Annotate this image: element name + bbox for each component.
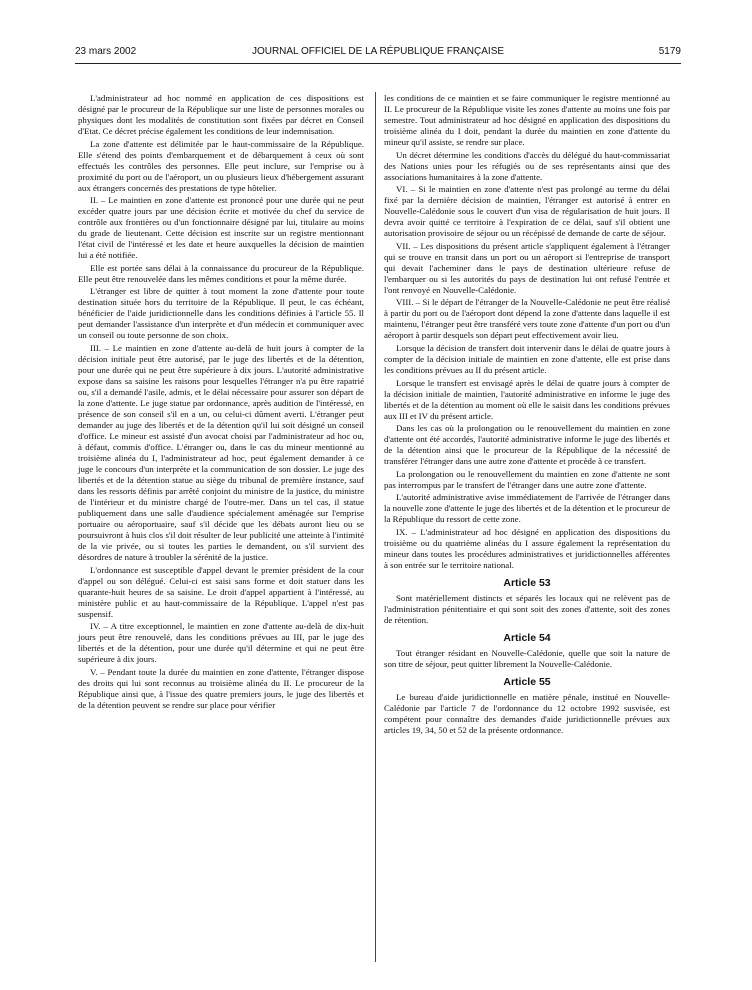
article-54-heading: Article 54 bbox=[503, 631, 551, 644]
article-53-text: Sont matériellement distincts et séparés les locaux qui ne relèvent pas de l'administration pénitentiaire et qui sont soit des zones d'attente, soit des zones de rétention. bbox=[384, 592, 670, 625]
paragraph: La zone d'attente est délimitée par le haut-commissaire de la République. Elle s'étend des points d'embarquement et de débarquement à ceux où sont effectués les contrôles des personnes. Elle peut inclure, sur l'emprise ou à proximité du port ou de l'aéroport, un ou plusieurs lieux d'hébergement assurant aux étrangers concernés des prestations de type hôtelier. bbox=[78, 138, 364, 193]
column-divider bbox=[375, 92, 376, 962]
paragraph: Lorsque le transfert est envisagé après le délai de quatre jours à compter de la décision initiale de maintien, l'autorité administrative en informe le juge des libertés et de la détention au moment où elle le saisit dans les conditions prévues aux III et IV du présent article. bbox=[384, 377, 670, 421]
journal-title: JOURNAL OFFICIEL DE LA RÉPUBLIQUE FRANÇAISE bbox=[251, 46, 505, 57]
paragraph: VIII. – Si le départ de l'étranger de la Nouvelle-Calédonie ne peut être réalisé à partir du port ou de l'aéroport dont dépend la zone d'attente dans laquelle il est maintenu, l'étranger peut être transféré vers toute zone d'attente d'un port ou d'un aéroport à partir desquels son départ peut effectivement avoir lieu. bbox=[384, 297, 670, 341]
article-53-heading: Article 53 bbox=[503, 576, 551, 589]
paragraph: les conditions de ce maintien et se faire communiquer le registre mentionné au II. Le procureur de la République visite les zones d'attente au moins une fois par semestre. Tout administrateur ad hoc désigné en application des dispositions du troisième alinéa du I doit, pendant la durée du maintien en zone d'attente du mineur qu'il assiste, se rendre sur place. bbox=[384, 93, 670, 147]
paragraph: Dans les cas où la prolongation ou le renouvellement du maintien en zone d'attente ont été accordés, l'autorité administrative informe le juge des libertés et de la détention ainsi que le procureur de la République de la nécessité de transférer l'étranger dans une autre zone d'attente et procède à ce transfert. bbox=[384, 423, 670, 467]
paragraph: IX. – L'administrateur ad hoc désigné en application des dispositions du troisième ou du quatrième alinéas du I assure également la représentation du mineur dans toutes les procédures administratives et juridictionnelles afférentes à son entrée sur le territoire national. bbox=[384, 526, 670, 570]
paragraph: III. – Le maintien en zone d'attente au-delà de huit jours à compter de la décision initiale peut être autorisé, par le juge des libertés et de la détention, pour une durée qui ne peut être supérieure à dix jours. L'autorité administrative expose dans sa saisine les raisons pour lesquelles l'étranger n'a pu être rapatrié ou, s'il a demandé l'asile, admis, et le délai nécessaire pour assurer son départ de la zone d'attente. Le juge statue par ordonnance, après audition de l'intéressé, en présence de son conseil s'il en a un, ou celui-ci dûment averti. L'étranger peut demander au juge des libertés et de la détention qu'il lui soit désigné un conseil d'office. Le mineur est assisté d'un avocat choisi par l'administrateur ad hoc ou, à défaut, commis d'office. L'étranger ou, dans le cas du mineur mentionné au troisième alinéa du I, l'administrateur ad hoc, peut également demander à ce juge le concours d'un interprète et la communication de son dossier. Le juge des libertés et de la détention statue au siège du tribunal de première instance, sauf dans les ressorts définis par arrêté conjoint du ministre de la justice, du ministre de l'intérieur et du ministre chargé de l'outre-mer. Dans un tel cas, il statue publiquement dans une salle d'audience spécialement aménagée sur l'emprise portuaire ou aéroportuaire, sauf s'il décide que les débats auront lieu ou se poursuivront à huis clos s'il doit résulter de leur publicité une atteinte à l'intimité de la vie privée, ou si toutes les parties le demandent, ou s'il survient des désordres de nature à troubler la sérénité de la justice. bbox=[78, 342, 364, 562]
paragraph: Elle est portée sans délai à la connaissance du procureur de la République. Elle peut être renouvelée dans les mêmes conditions et pour la même durée. bbox=[78, 262, 364, 284]
paragraph: II. – Le maintien en zone d'attente est prononcé pour une durée qui ne peut excéder quatre jours par une décision écrite et motivée du chef du service de contrôle aux frontières ou d'un fonctionnaire désigné par lui, titulaire au moins du grade de lieutenant. Cette décision est inscrite sur un registre mentionnant l'état civil de l'intéressé et les date et heure auxquelles la décision de maintien lui a été notifiée. bbox=[78, 195, 364, 261]
paragraph: L'autorité administrative avise immédiatement de l'arrivée de l'étranger dans la nouvelle zone d'attente le juge des libertés et de la détention et le procureur de la République du ressort de cette zone. bbox=[384, 492, 670, 525]
paragraph: IV. – A titre exceptionnel, le maintien en zone d'attente au-delà de dix-huit jours peut être renouvelé, dans les conditions prévues au III, par le juge des libertés et de la détention, pour une durée qu'il détermine et qui ne peut être supérieure à dix jours. bbox=[78, 621, 364, 665]
paragraph: VI. – Si le maintien en zone d'attente n'est pas prolongé au terme du délai fixé par la dernière décision de maintien, l'étranger est autorisé à entrer en Nouvelle-Calédonie sous le couvert d'un visa de régularisation de huit jours. Il devra avoir quitté ce territoire à l'expiration de ce délai, sauf s'il obtient une autorisation provisoire de séjour ou un récépissé de demande de carte de séjour. bbox=[384, 184, 670, 239]
article-55-text: Le bureau d'aide juridictionnelle en matière pénale, institué en Nouvelle-Calédonie par l'article 7 de l'ordonnance du 12 octobre 1992 susvisée, est compétent pour connaître des demandes d'aide juridictionnelle prévues aux articles 19, 34, 50 et 52 de la présente ordonnance. bbox=[384, 691, 670, 735]
paragraph: L'ordonnance est susceptible d'appel devant le premier président de la cour d'appel ou son délégué. Celui-ci est saisi sans forme et doit statuer dans les quarante-huit heures de sa saisine. Le droit d'appel appartient à l'intéressé, au ministère public et au haut-commissaire de la République. L'appel n'est pas suspensif. bbox=[78, 564, 364, 619]
article-55-heading: Article 55 bbox=[503, 675, 551, 688]
left-column bbox=[78, 93, 364, 712]
page-header bbox=[75, 46, 681, 60]
paragraph: La prolongation ou le renouvellement du maintien en zone d'attente ne sont pas interrompus par le transfert de l'étranger dans une autre zone d'attente. bbox=[384, 468, 670, 490]
right-column bbox=[384, 93, 670, 738]
page-number: 5179 bbox=[658, 46, 681, 57]
paragraph: VII. – Les dispositions du présent article s'appliquent également à l'étranger qui se trouve en transit dans un port ou un aéroport si l'entreprise de transport qui devait l'acheminer dans le pays de destination ultérieure refuse de l'embarquer ou si les autorités du pays de destination lui ont refusé l'entrée et l'ont renvoyé en Nouvelle-Calédonie. bbox=[384, 240, 670, 295]
paragraph: L'administrateur ad hoc nommé en application de ces dispositions est désigné par le procureur de la République sur une liste de personnes morales ou physiques dont les modalités de constitution sont fixées par décret en Conseil d'Etat. Ce décret précise également les conditions de leur indemnisation. bbox=[78, 93, 364, 136]
header-rule bbox=[75, 63, 681, 64]
header-date: 23 mars 2002 bbox=[75, 46, 137, 57]
paragraph: Un décret détermine les conditions d'accès du délégué du haut-commissariat des Nations unies pour les réfugiés ou de ses représentants ainsi que des associations humanitaires à la zone d'attente. bbox=[384, 149, 670, 182]
paragraph: V. – Pendant toute la durée du maintien en zone d'attente, l'étranger dispose des droits qui lui sont reconnus au troisième alinéa du II. Le procureur de la République ainsi que, à l'issue des quatre premiers jours, le juge des libertés et de la détention peuvent se rendre sur place pour vérifier bbox=[78, 666, 364, 710]
paragraph: Lorsque la décision de transfert doit intervenir dans le délai de quatre jours à compter de la décision initiale de maintien en zone d'attente, elle est prise dans les conditions prévues au II du présent article. bbox=[384, 342, 670, 375]
paragraph: L'étranger est libre de quitter à tout moment la zone d'attente pour toute destination située hors du territoire de la République. Il peut, le cas échéant, bénéficier de l'aide juridictionnelle dans les conditions définies à l'article 55. Il peut demander l'assistance d'un interprète et d'un médecin et communiquer avec un conseil ou toute personne de son choix. bbox=[78, 286, 364, 341]
article-54-text: Tout étranger résidant en Nouvelle-Calédonie, quelle que soit la nature de son titre de séjour, peut quitter librement la Nouvelle-Calédonie. bbox=[384, 647, 670, 669]
